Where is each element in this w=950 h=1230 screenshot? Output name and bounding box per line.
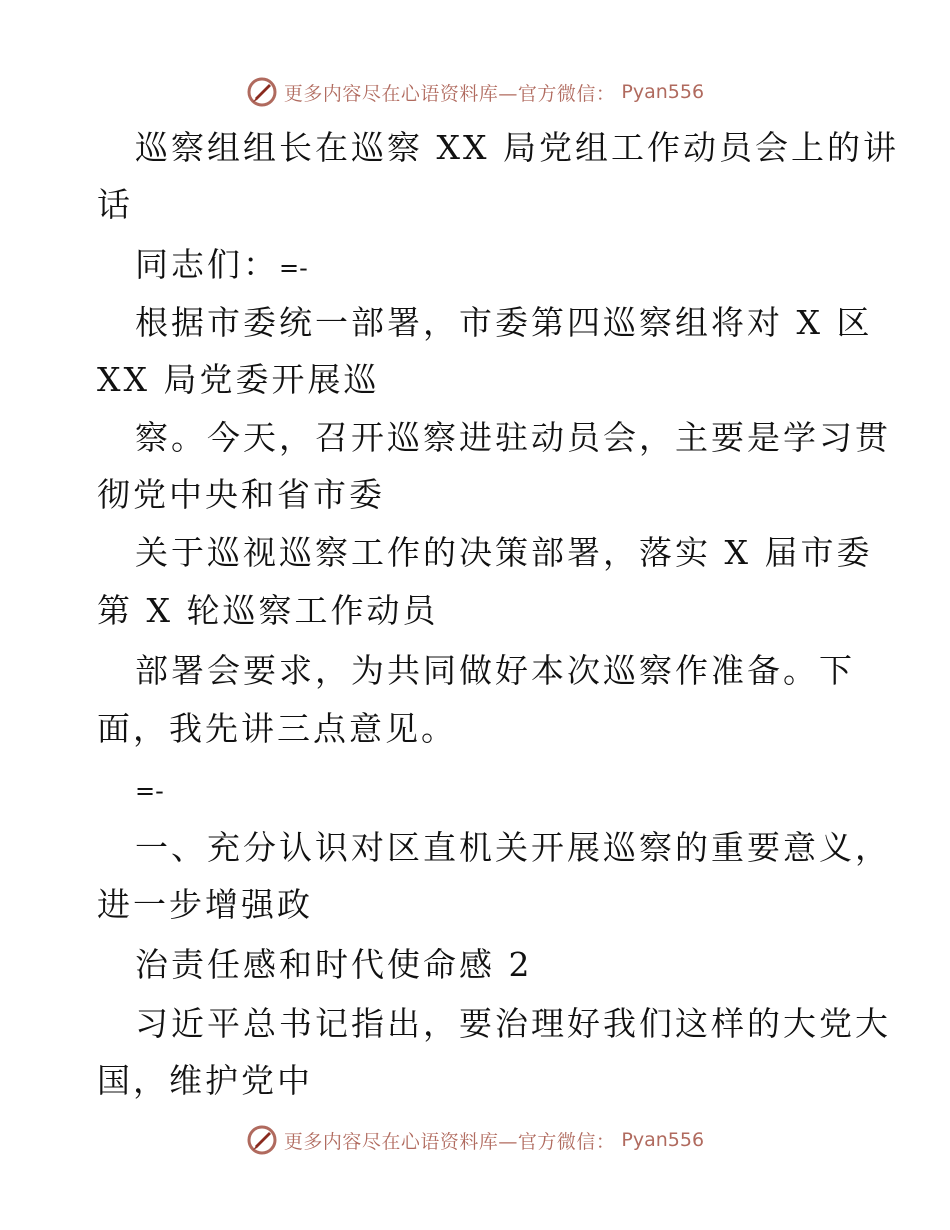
paragraph-mark: =- bbox=[279, 254, 308, 282]
quill-seal-icon bbox=[246, 1124, 278, 1156]
paragraph-mark: =- bbox=[135, 777, 164, 805]
footer-watermark bbox=[0, 1120, 950, 1160]
paragraph-5-line-2: 国，维护党中 bbox=[97, 1061, 313, 1100]
watermark-text: 更多内容尽在心语资料库—官方微信： bbox=[283, 82, 616, 105]
section-mark bbox=[135, 758, 164, 818]
salutation bbox=[135, 235, 308, 295]
heading-1-line-2: 进一步增强政 bbox=[97, 885, 313, 924]
paragraph-2-line-2: 彻党中央和省市委 bbox=[97, 475, 385, 514]
salutation-text: 同志们： bbox=[135, 245, 279, 284]
paragraph-3-line-2: 第 X 轮巡察工作动员 bbox=[97, 591, 439, 630]
header-watermark bbox=[0, 72, 950, 112]
paragraph-4-line-1: 部署会要求，为共同做好本次巡察作准备。下 bbox=[135, 651, 855, 690]
paragraph-4-line-2: 面，我先讲三点意见。 bbox=[97, 709, 457, 748]
heading-1-line-1: 一、充分认识对区直机关开展巡察的重要意义， bbox=[135, 828, 891, 867]
quill-seal-icon bbox=[246, 76, 278, 108]
watermark-wechat-id: Pyan556 bbox=[621, 1129, 705, 1151]
paragraph-5-line-1: 习近平总书记指出，要治理好我们这样的大党大 bbox=[135, 1004, 891, 1043]
paragraph-1-line-1: 根据市委统一部署，市委第四巡察组将对 X 区 bbox=[135, 303, 873, 342]
paragraph-2-line-1: 察。今天，召开巡察进驻动员会，主要是学习贯 bbox=[135, 418, 891, 457]
document-title-line-1: 巡察组组长在巡察 XX 局党组工作动员会上的讲 bbox=[135, 128, 899, 167]
watermark-text: 更多内容尽在心语资料库—官方微信： bbox=[283, 1130, 616, 1153]
paragraph-1-line-2: XX 局党委开展巡 bbox=[97, 360, 380, 399]
watermark-wechat-id: Pyan556 bbox=[621, 81, 705, 103]
heading-1-line-3: 治责任感和时代使命感 2 bbox=[135, 945, 533, 984]
paragraph-3-line-1: 关于巡视巡察工作的决策部署，落实 X 届市委 bbox=[135, 533, 873, 572]
document-title-line-2: 话 bbox=[97, 185, 133, 224]
